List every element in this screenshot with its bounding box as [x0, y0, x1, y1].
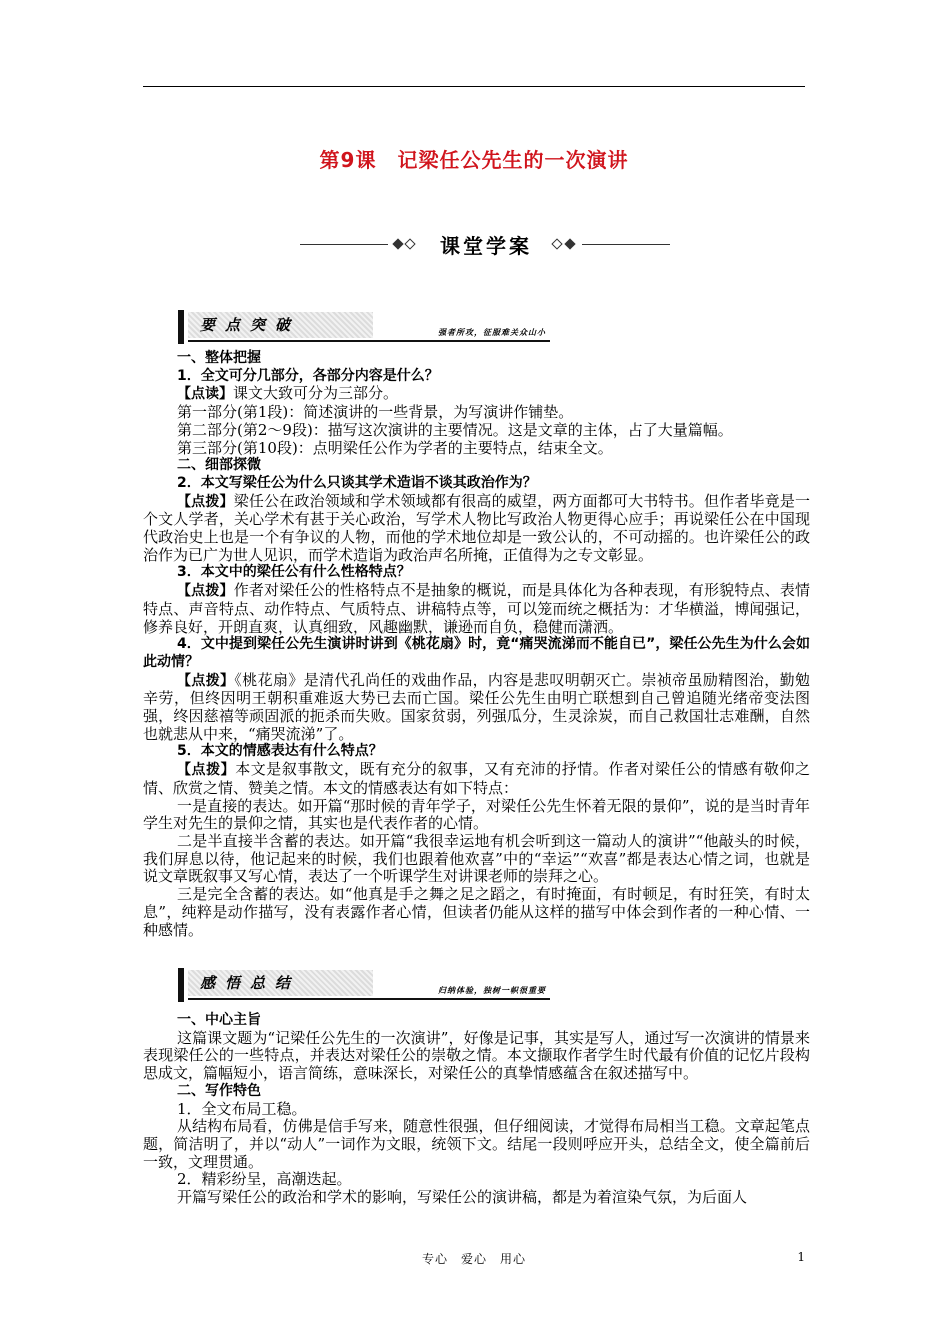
paragraph: 开篇写梁任公的政治和学术的影响，写梁任公的演讲稿，都是为着渲染气氛，为后面人	[177, 1189, 748, 1207]
banner-line-left	[300, 244, 388, 245]
banner-line-right	[582, 244, 670, 245]
heading: 二、写作特色	[177, 1082, 261, 1099]
summary-content	[143, 1012, 810, 1207]
question: 1．全文可分几部分，各部分内容是什么？	[177, 367, 439, 384]
answer: 【点拨】梁任公在政治领域和学术领域都有很高的威望，两方面都可大书特书。但作者毕竟是一个文人学者，关心学术有甚于关心政治，写学术人物比写政治人物更得心应手；再说梁任公在中国现代政治史上也是一个有争议的人物，而他的学术地位却是一致公认的，不可动摇的。也许梁任公的政治作为已广为世人见识，而学术造诣为政治声名所掩，正值得为之专文彰显。	[143, 491, 810, 564]
answer: 【点拨】本文是叙事散文，既有充分的叙事，又有充沛的抒情。作者对梁任公的情感有敬仰之情、欣赏之情、赞美之情。本文的情感表达有如下特点：	[143, 760, 810, 797]
banner-title: 课堂学案	[440, 234, 532, 258]
paragraph: 二是半直接半含蓄的表达。如开篇“我很幸运地有机会听到这一篇动人的演讲”“他敲头的时候，我们屏息以待，他记起来的时候，我们也跟着他欢喜”中的“幸运”“欢喜”都是表达心情之词，也就是说文章既叙事又写心情，表达了一个听课学生对讲课老师的崇拜之心。	[143, 831, 810, 886]
subheading: 1．全文布局工稳。	[177, 1099, 307, 1118]
paragraph: 第一部分(第1段)：简述演讲的一些背景，为写演讲作铺垫。	[177, 403, 574, 422]
answer: 【点拨】作者对梁任公的性格特点不是抽象的概说，而是具体化为各种表现，有形貌特点、表情特点、声音特点、动作特点、气质特点、讲稿特点等，可以笼而统之概括为：才华横溢，博闻强记，修养良好，开朗直爽，认真细致，风趣幽默，谦逊而自负，稳健而潇洒。	[143, 581, 810, 636]
section-motto: 归纳体验，独树一帜很重要	[438, 985, 546, 995]
diamond-outline-icon	[404, 238, 415, 249]
section-title: 要点突破	[200, 316, 301, 334]
section-title: 感悟总结	[200, 974, 301, 992]
footer-slogan: 专心 爱心 用心	[421, 1252, 526, 1266]
page-title: 第9课 记梁任公先生的一次演讲	[319, 148, 629, 172]
paragraph: 第三部分(第10段)：点明梁任公作为学者的主要特点，结束全文。	[177, 438, 613, 457]
diamond-outline-icon	[551, 238, 562, 249]
question: 2．本文写梁任公为什么只谈其学术造诣不谈其政治作为？	[177, 474, 537, 491]
paragraph: 第二部分(第2～9段)：描写这次演讲的主要情况。这是文章的主体，占了大量篇幅。	[177, 420, 733, 439]
section-header-key-points	[178, 310, 550, 348]
answer: 【点读】课文大致可分为三部分。	[177, 384, 399, 403]
section-header-summary	[178, 968, 550, 1006]
question: 4．文中提到梁任公先生演讲时讲到《桃花扇》时，竟“痛哭流涕而不能自已”，梁任公先生为什么会如此动情？	[143, 636, 810, 670]
paragraph: 三是完全含蓄的表达。如“他真是手之舞之足之蹈之，有时掩面，有时顿足，有时狂笑，有时太息”，纯粹是动作描写，没有表露作者心情，但读者仍能从这样的描写中体会到作者的一种心情、一种感情。	[143, 885, 810, 939]
subheading: 2．精彩纷呈，高潮迭起。	[177, 1170, 352, 1189]
paragraph: 一是直接的表达。如开篇“那时候的青年学子，对梁任公先生怀着无限的景仰”，说的是当时青年学生对先生的景仰之情，其实也是代表作者的心情。	[143, 796, 810, 833]
heading: 二、细部探微	[177, 457, 261, 474]
paragraph: 这篇课文题为“记梁任公先生的一次演讲”，好像是记事，其实是写人，通过写一次演讲的情景来表现梁任公的一些特点，并表达对梁任公的崇敬之情。本文撷取作者学生时代最有价值的记忆片段构思成文，篇幅短小，语言简练，意味深长，对梁任公的真挚情感蕴含在叙述描写中。	[143, 1028, 810, 1083]
page-number: 1	[797, 1250, 805, 1264]
heading: 一、中心主旨	[177, 1012, 261, 1028]
paragraph: 从结构布局看，仿佛是信手写来，随意性很强，但仔细阅读，才觉得布局相当工稳。文章起笔点题，简洁明了，并以“动人”一词作为文眼，统领下文。结尾一段则呼应开头，总结全文，使全篇前后一致，文理贯通。	[143, 1117, 810, 1171]
section-motto: 强者所攻，征服难关众山小	[438, 327, 546, 337]
banner	[300, 230, 670, 260]
header-rule	[143, 86, 805, 87]
diamond-icon	[392, 238, 403, 249]
question: 5．本文的情感表达有什么特点？	[177, 743, 383, 760]
diamond-icon	[564, 238, 575, 249]
key-points-content	[143, 350, 810, 939]
question: 3．本文中的梁任公有什么性格特点？	[177, 564, 411, 581]
heading: 一、整体把握	[177, 350, 261, 366]
answer: 【点拨】《桃花扇》是清代孔尚任的戏曲作品，内容是悲叹明朝灭亡。崇祯帝虽励精图治，勤勉辛劳，但终因明王朝积重难返大势已去而亡国。梁任公先生由明亡联想到自己曾追随光绪帝变法图强，终因慈禧等顽固派的扼杀而失败。国家贫弱，列强瓜分，生灵涂炭，而自己救国壮志难酬，自然也就悲从中来，“痛哭流涕”了。	[143, 670, 810, 743]
